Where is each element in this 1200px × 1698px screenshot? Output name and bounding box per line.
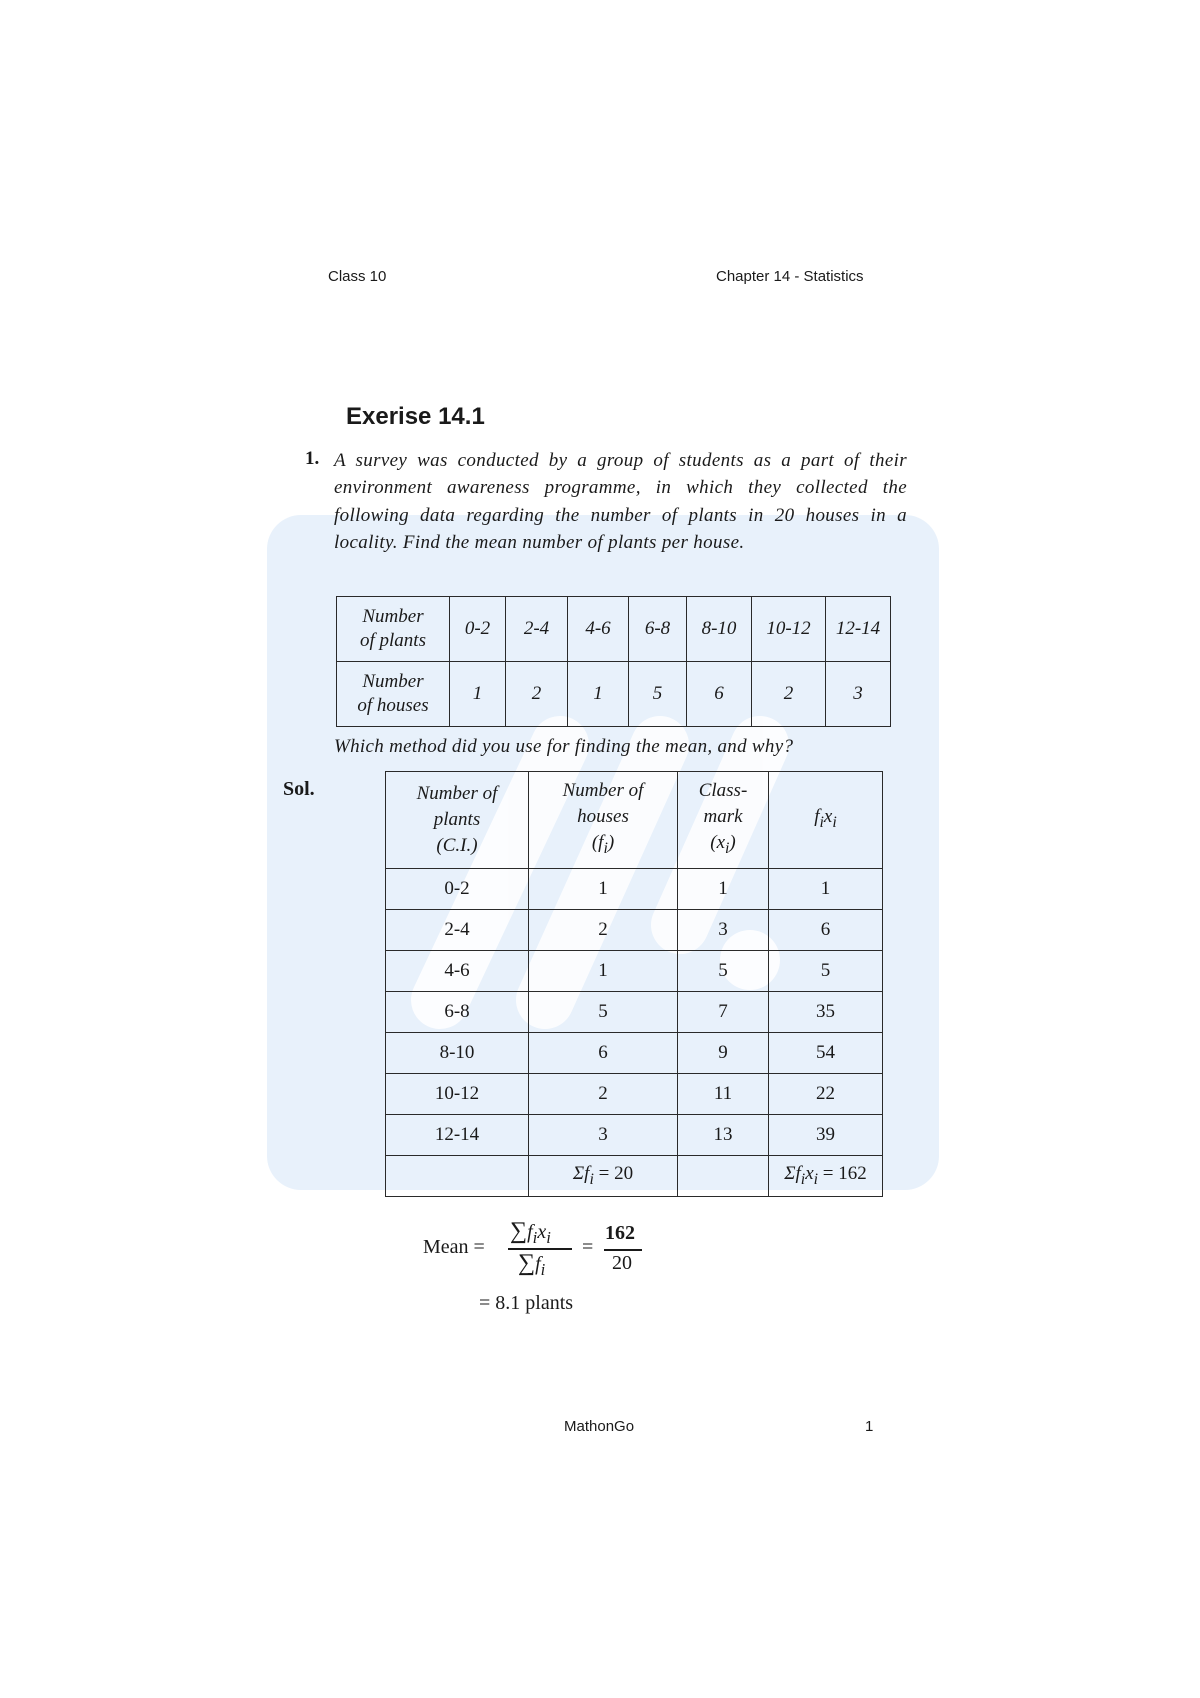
fx-cell: 6 <box>769 910 883 951</box>
formula-numerator: $\sum f_ix_i$ <box>510 1218 551 1247</box>
row-label-houses: Number of houses <box>337 662 450 727</box>
fx-cell: 1 <box>769 869 883 910</box>
table-row <box>337 597 891 662</box>
sum-fx-value: 162 <box>605 1222 635 1244</box>
ci-cell: 2-4 <box>386 910 529 951</box>
interval-cell: 2-4 <box>506 597 568 662</box>
fraction-bar <box>604 1249 642 1251</box>
f-cell: 1 <box>529 869 678 910</box>
x-cell: 3 <box>678 910 769 951</box>
table-row <box>386 1074 883 1115</box>
houses-cell: 1 <box>568 662 629 727</box>
header-plants: Number of plants (C.I.) <box>386 772 529 869</box>
mean-label: Mean = <box>423 1236 485 1258</box>
table-row <box>386 1115 883 1156</box>
empty-cell <box>386 1156 529 1197</box>
question-data-table <box>336 596 891 727</box>
total-fx-cell: $\Sigma f_ix_i = 162$ <box>769 1156 883 1197</box>
x-cell: 5 <box>678 951 769 992</box>
header-class: Class 10 <box>328 268 387 285</box>
f-cell: 2 <box>529 1074 678 1115</box>
interval-cell: 4-6 <box>568 597 629 662</box>
ci-cell: 8-10 <box>386 1033 529 1074</box>
interval-cell: 6-8 <box>629 597 687 662</box>
table-row <box>337 662 891 727</box>
header-classmark: Class- mark $(x_i)$ <box>678 772 769 869</box>
ci-cell: 0-2 <box>386 869 529 910</box>
header-chapter: Chapter 14 - Statistics <box>716 268 864 285</box>
formula-denominator: $\sum f_i$ <box>518 1250 546 1279</box>
interval-cell: 10-12 <box>752 597 826 662</box>
mean-result: = 8.1 plants <box>479 1292 574 1314</box>
houses-cell: 1 <box>450 662 506 727</box>
x-cell: 9 <box>678 1033 769 1074</box>
houses-cell: 2 <box>506 662 568 727</box>
footer-brand: MathonGo <box>564 1418 635 1435</box>
question-number: 1. <box>305 448 320 469</box>
ci-cell: 10-12 <box>386 1074 529 1115</box>
total-f-cell: $\Sigma f_i = 20$ <box>529 1156 678 1197</box>
houses-cell: 2 <box>752 662 826 727</box>
header-fx: $f_ix_i$ <box>769 772 883 869</box>
equals-sign: = <box>582 1236 594 1258</box>
houses-cell: 3 <box>826 662 891 727</box>
row-label-plants: Number of plants <box>337 597 450 662</box>
table-row <box>386 1033 883 1074</box>
table-total-row <box>386 1156 883 1197</box>
fx-cell: 35 <box>769 992 883 1033</box>
f-cell: 6 <box>529 1033 678 1074</box>
x-cell: 7 <box>678 992 769 1033</box>
fx-cell: 22 <box>769 1074 883 1115</box>
page-number: 1 <box>865 1418 874 1435</box>
header-houses: Number of houses $(f_i)$ <box>529 772 678 869</box>
houses-cell: 5 <box>629 662 687 727</box>
exercise-title: Exerise 14.1 <box>346 403 485 430</box>
interval-cell: 8-10 <box>687 597 752 662</box>
fx-cell: 54 <box>769 1033 883 1074</box>
interval-cell: 0-2 <box>450 597 506 662</box>
fx-cell: 5 <box>769 951 883 992</box>
ci-cell: 6-8 <box>386 992 529 1033</box>
f-cell: 2 <box>529 910 678 951</box>
table-row <box>386 951 883 992</box>
fx-cell: 39 <box>769 1115 883 1156</box>
ci-cell: 12-14 <box>386 1115 529 1156</box>
houses-cell: 6 <box>687 662 752 727</box>
empty-cell <box>678 1156 769 1197</box>
table-row <box>386 869 883 910</box>
sum-f-value: 20 <box>612 1252 632 1274</box>
f-cell: 1 <box>529 951 678 992</box>
table-row <box>386 992 883 1033</box>
x-cell: 1 <box>678 869 769 910</box>
solution-label: Sol. <box>283 778 315 800</box>
solution-table <box>385 771 883 1197</box>
ci-cell: 4-6 <box>386 951 529 992</box>
x-cell: 11 <box>678 1074 769 1115</box>
interval-cell: 12-14 <box>826 597 891 662</box>
followup-question: Which method did you use for finding the mean, and why? <box>334 736 794 757</box>
f-cell: 5 <box>529 992 678 1033</box>
f-cell: 3 <box>529 1115 678 1156</box>
question-text: A survey was conducted by a group of students as a part of their environment awareness programme, in which they collected the following data regarding the number of plants in 20 houses in a locality. Find the mean number of plants per house. <box>334 450 907 553</box>
table-row <box>386 910 883 951</box>
table-header-row <box>386 772 883 869</box>
x-cell: 13 <box>678 1115 769 1156</box>
